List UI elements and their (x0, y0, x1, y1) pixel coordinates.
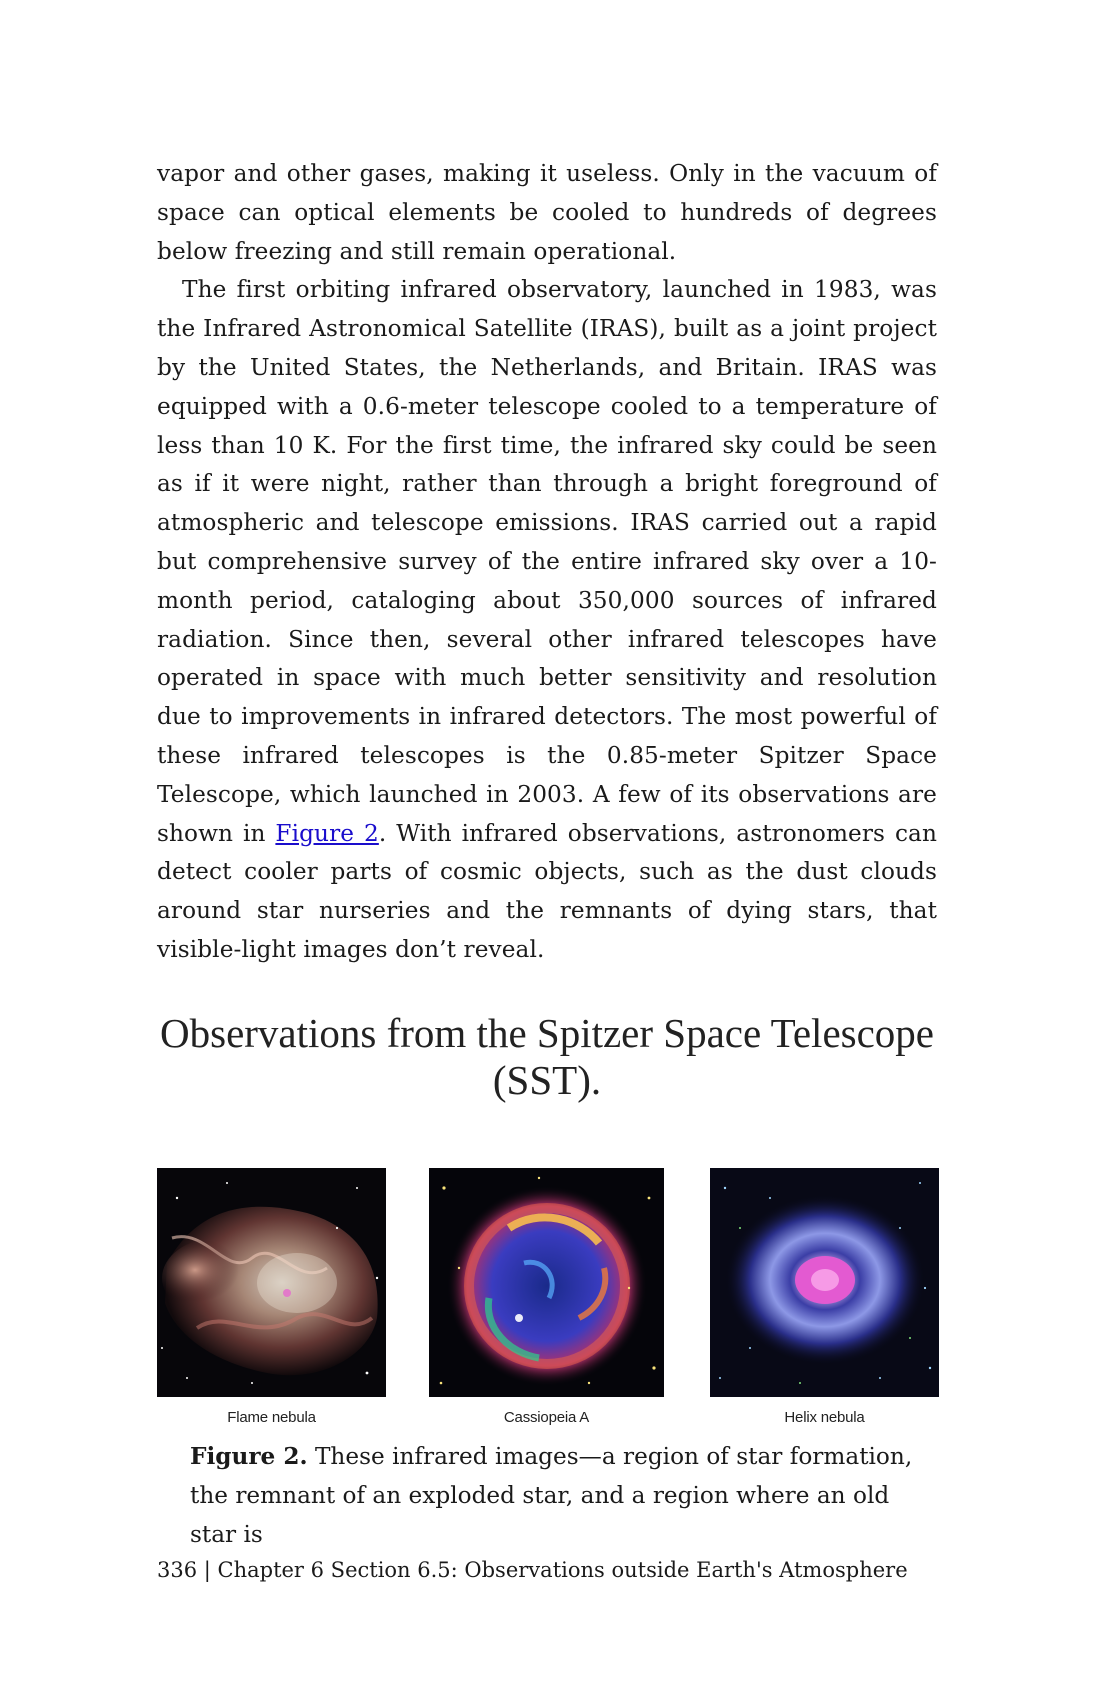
cassiopeia-a-label: Cassiopeia A (503, 1409, 590, 1426)
figure-images (157, 1168, 939, 1428)
paragraph-2 (157, 271, 937, 969)
figure-caption (190, 1438, 930, 1554)
paragraph-2-text-a: The first orbiting infrared observatory, launched in 1983, was the Infrared Astronomical Satellite (IRAS), built as a joint project by the United States, the Netherlands, and Britain. IRAS was equipped with a 0.6-meter telescope cooled to a temperature of less than 10 K. For the first time, the infrared sky could be seen as if it were night, rather than through a bright foreground of atmospheric and telescope emissions. IRAS carried out a rapid but comprehensive survey of the entire infrared sky over a 10-month period, cataloging about 350,000 sources of infrared radiation. Since then, several other infrared telescopes have operated in space with much better sensitivity and resolution due to improvements in infrared detectors. The most powerful of these infrared telescopes is the 0.85-meter Spitzer Space Telescope, which launched in 2003. A few of its observations are shown in (157, 276, 937, 847)
helix-nebula-image (710, 1168, 939, 1397)
flame-nebula-image (157, 1168, 386, 1397)
caption-text: These infrared images—a region of star formation, the remnant of an exploded star, and a region where an old star is (190, 1443, 913, 1548)
page-footer: 336 | Chapter 6 Section 6.5: Observations outside Earth's Atmosphere (157, 1558, 908, 1582)
figure-item-cassiopeia (429, 1168, 664, 1426)
body-text (157, 155, 937, 970)
paragraph-2-text-b: . With infrared observations, astronomers can detect cooler parts of cosmic objects, such as the dust clouds around star nurseries and the remnants of dying stars, that visible-light images don’t reveal. (157, 819, 937, 963)
cassiopeia-a-image (429, 1168, 664, 1397)
paragraph-1: vapor and other gases, making it useless. Only in the vacuum of space can optical elements be cooled to hundreds of degrees below freezing and still remain operational. (157, 160, 937, 265)
figure-title: Observations from the Spitzer Space Telescope (SST). (160, 1010, 934, 1103)
figure-2-link[interactable]: Figure 2 (275, 819, 379, 847)
figure-item-helix (710, 1168, 939, 1426)
flame-nebula-label: Flame nebula (227, 1409, 316, 1426)
caption-label: Figure 2. (190, 1443, 308, 1470)
helix-nebula-label: Helix nebula (784, 1409, 865, 1426)
figure-item-flame (157, 1168, 386, 1426)
